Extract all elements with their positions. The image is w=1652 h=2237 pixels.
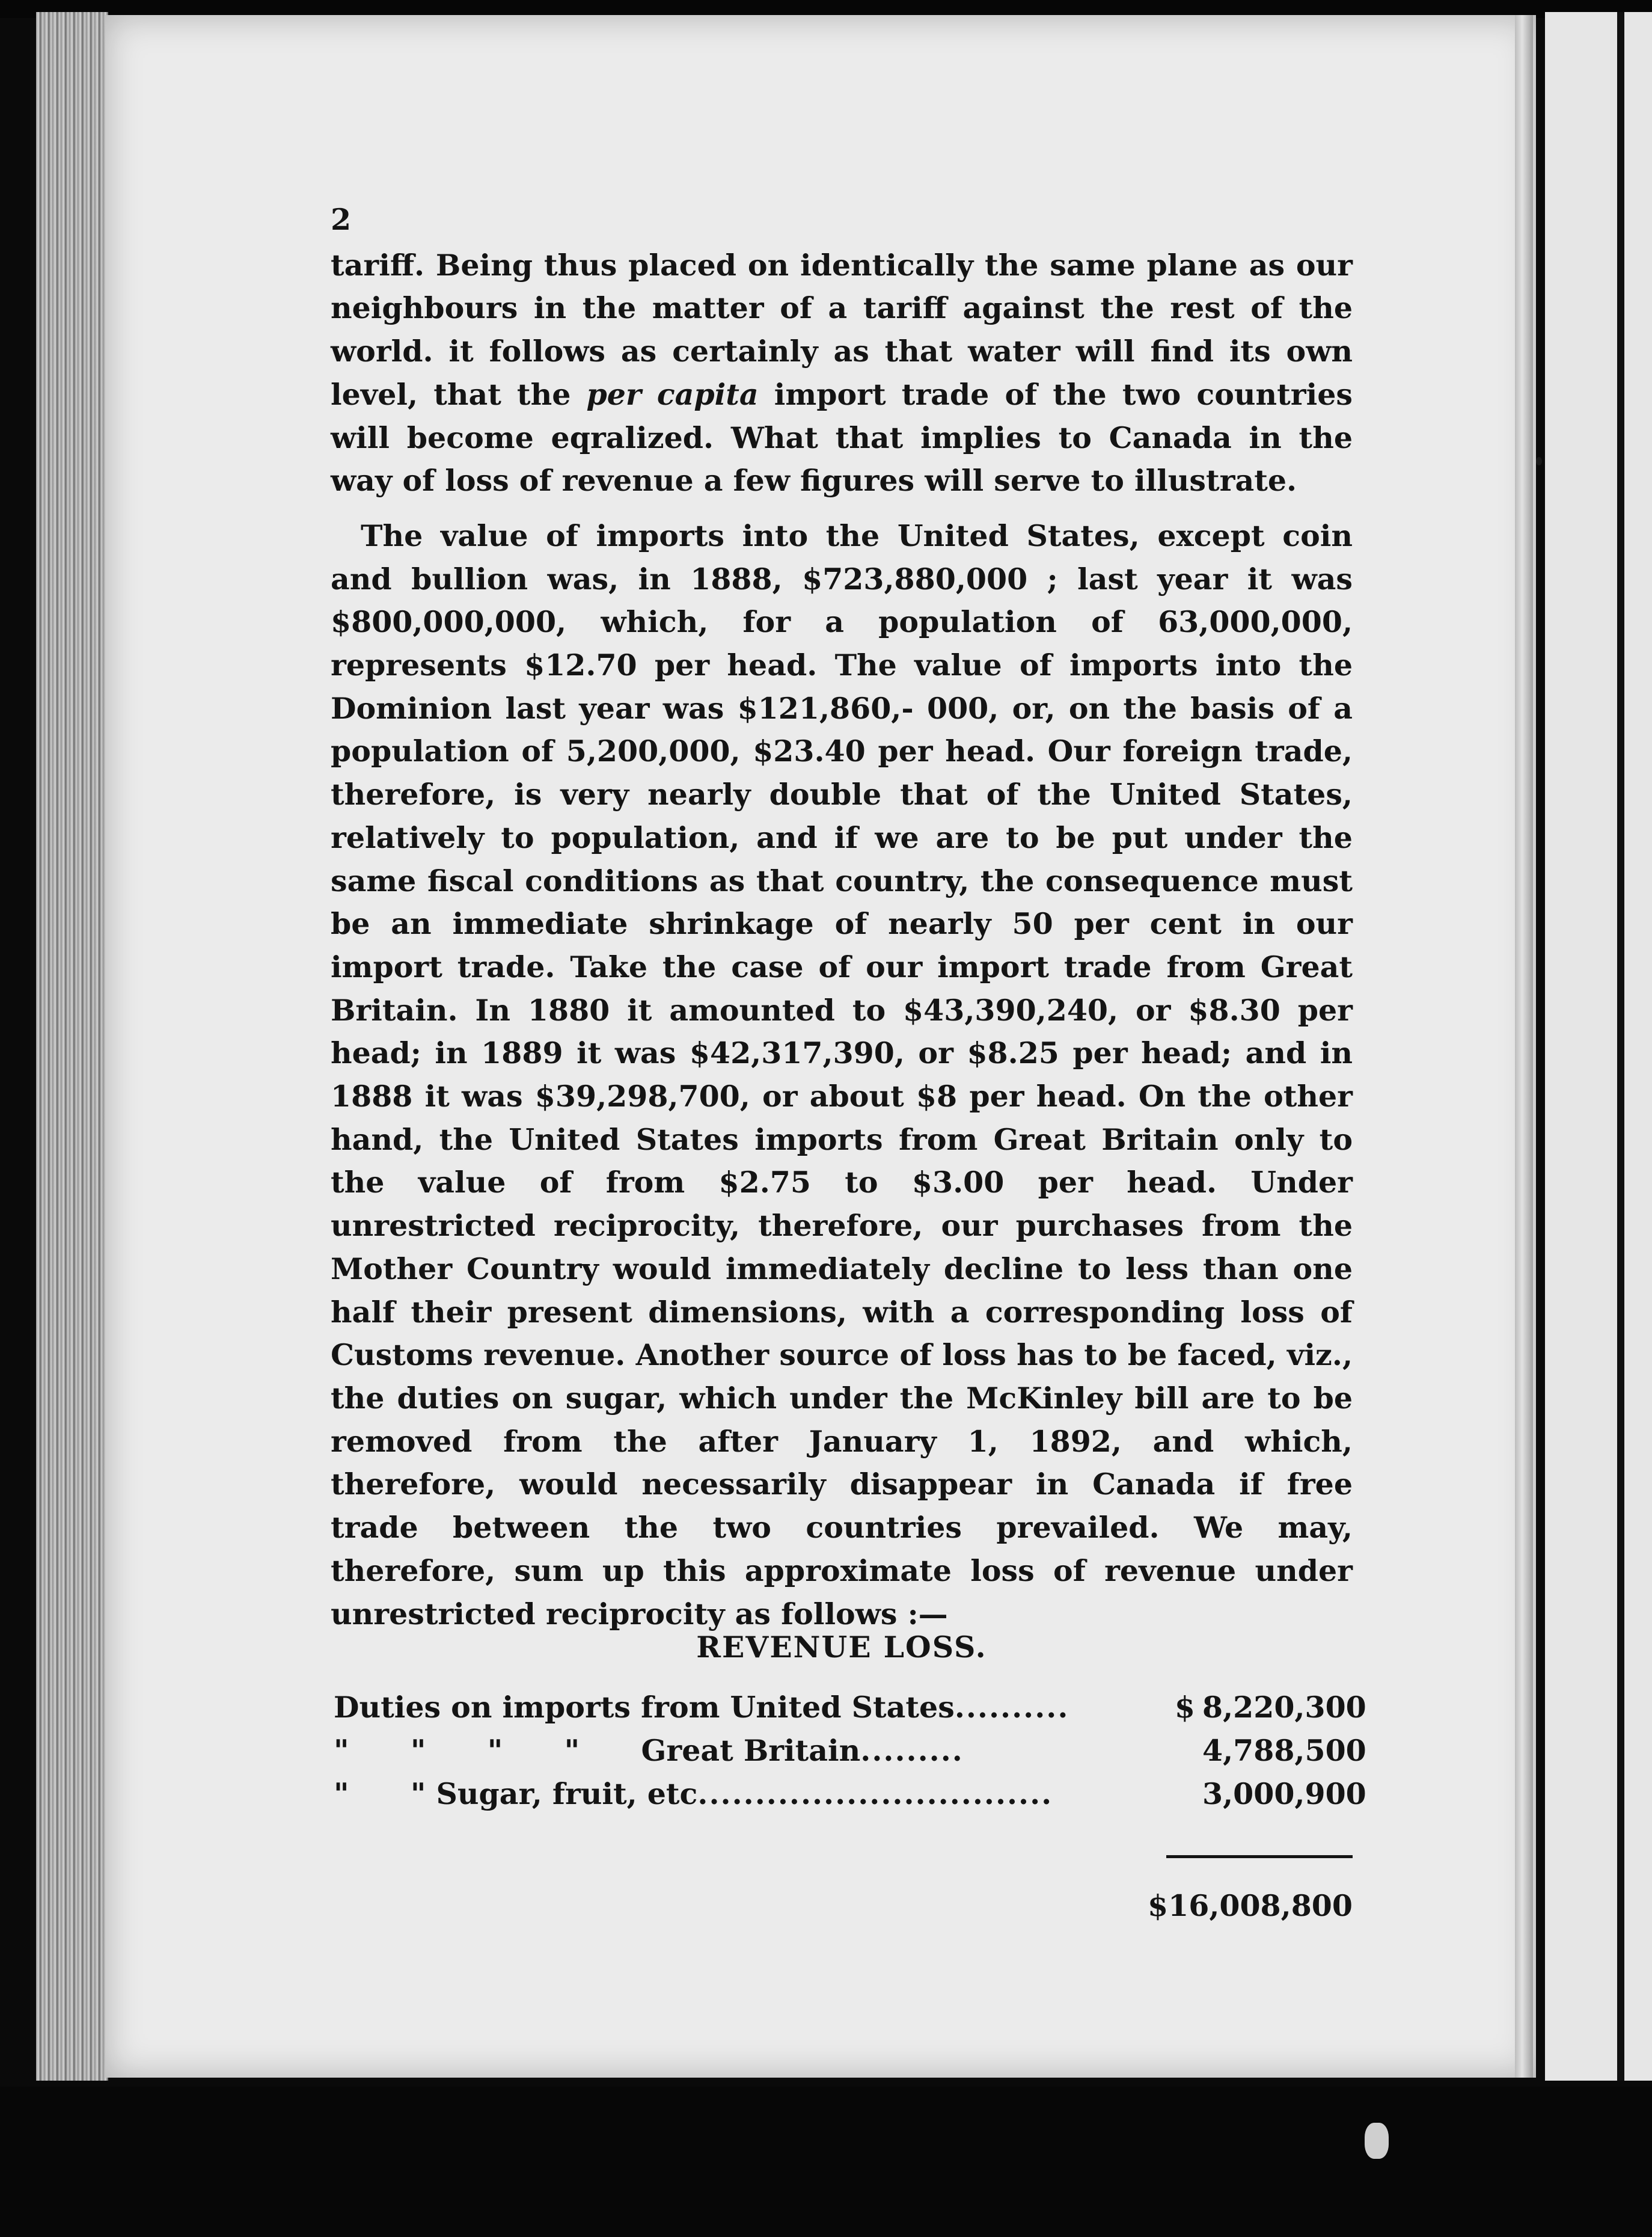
page-gutter: [1515, 15, 1533, 2078]
revenue-row-amount: 3,000,900: [1202, 1776, 1366, 1811]
paper-fragment: [1365, 2123, 1389, 2159]
revenue-row-leader: .........: [860, 1733, 964, 1768]
revenue-total: $16,008,800: [1148, 1888, 1353, 1923]
revenue-row-currency: $: [1174, 1690, 1195, 1725]
scan-border-bottom: [0, 2087, 1652, 2237]
paragraph-1-italic: per capita: [586, 376, 759, 412]
page-number: 2: [331, 202, 352, 237]
revenue-row-label: Duties on imports from United States: [334, 1690, 955, 1725]
paragraph-2: The value of imports into the United States, except coin and bullion was, in 1888, $723,880,000 ; last year it was $800,000,000, which, for a population of 63,000,000, represents $12.70 per head. The value of imports into the Dominion last year was $121,860,- 000, or, on the basis of a population of 5,200,000, $23.40 per head. Our foreign trade, therefore, is very nearly double that of the United States, relatively to population, and if we are to be put under the same fiscal conditions as that country, the consequence must be an immediate shrinkage of nearly 50 per cent in our import trade. Take the case of our import trade from Great Britain. In 1880 it amounted to $43,390,240, or $8.30 per head; in 1889 it was $42,317,390, or $8.25 per head; and in 1888 it was $39,298,700, or about $8 per head. On the other hand, the United States imports from Great Britain only to the value of from $2.75 to $3.00 per head. Under unrestricted reciprocity, therefore, our purchases from the Mother Country would immediately decline to less than one half their present dimensions, with a corresponding loss of Customs revenue. Another source of loss has to be faced, viz., the duties on sugar, which under the McKinley bill are to be removed from the after January 1, 1892, and which, therefore, would necessarily disappear in Canada if free trade between the two countries prevailed. We may, therefore, sum up this approximate loss of revenue under unrestricted reciprocity as follows :—: [331, 518, 1353, 1631]
revenue-row-label: " " " " Great Britain: [334, 1733, 861, 1768]
revenue-row-amount: 4,788,500: [1202, 1733, 1366, 1768]
facing-page-shadow: [1617, 12, 1624, 2081]
revenue-row: [334, 1733, 1366, 1776]
ink-speck: [1536, 457, 1542, 465]
revenue-row-label: " " Sugar, fruit, etc: [334, 1776, 698, 1811]
revenue-row-leader: ..........: [954, 1690, 1069, 1725]
revenue-row-leader: ...............................: [697, 1776, 1053, 1811]
revenue-row: [334, 1776, 1366, 1820]
sum-rule: [1166, 1855, 1353, 1858]
revenue-row: [334, 1690, 1366, 1733]
revenue-row-amount: 8,220,300: [1202, 1690, 1366, 1725]
paragraph-1: [331, 244, 1353, 503]
paragraph-1-text-b: import trade of the two countries will become eqralized. What that implies to Canada in the way of loss of revenue a few figures will serve to illustrate.: [331, 376, 1353, 499]
paragraph-1-text-a: tariff. Being thus placed on identically the same plane as our neighbours in the matter of a tariff against the rest of the world. it follows as certainly as that water will find its own level, that the: [331, 247, 1353, 412]
facing-page-fragment: [1545, 12, 1652, 2081]
revenue-table-title: REVENUE LOSS.: [696, 1630, 987, 1665]
page-edge-stack: [36, 12, 108, 2081]
body-text: [331, 198, 1353, 1636]
